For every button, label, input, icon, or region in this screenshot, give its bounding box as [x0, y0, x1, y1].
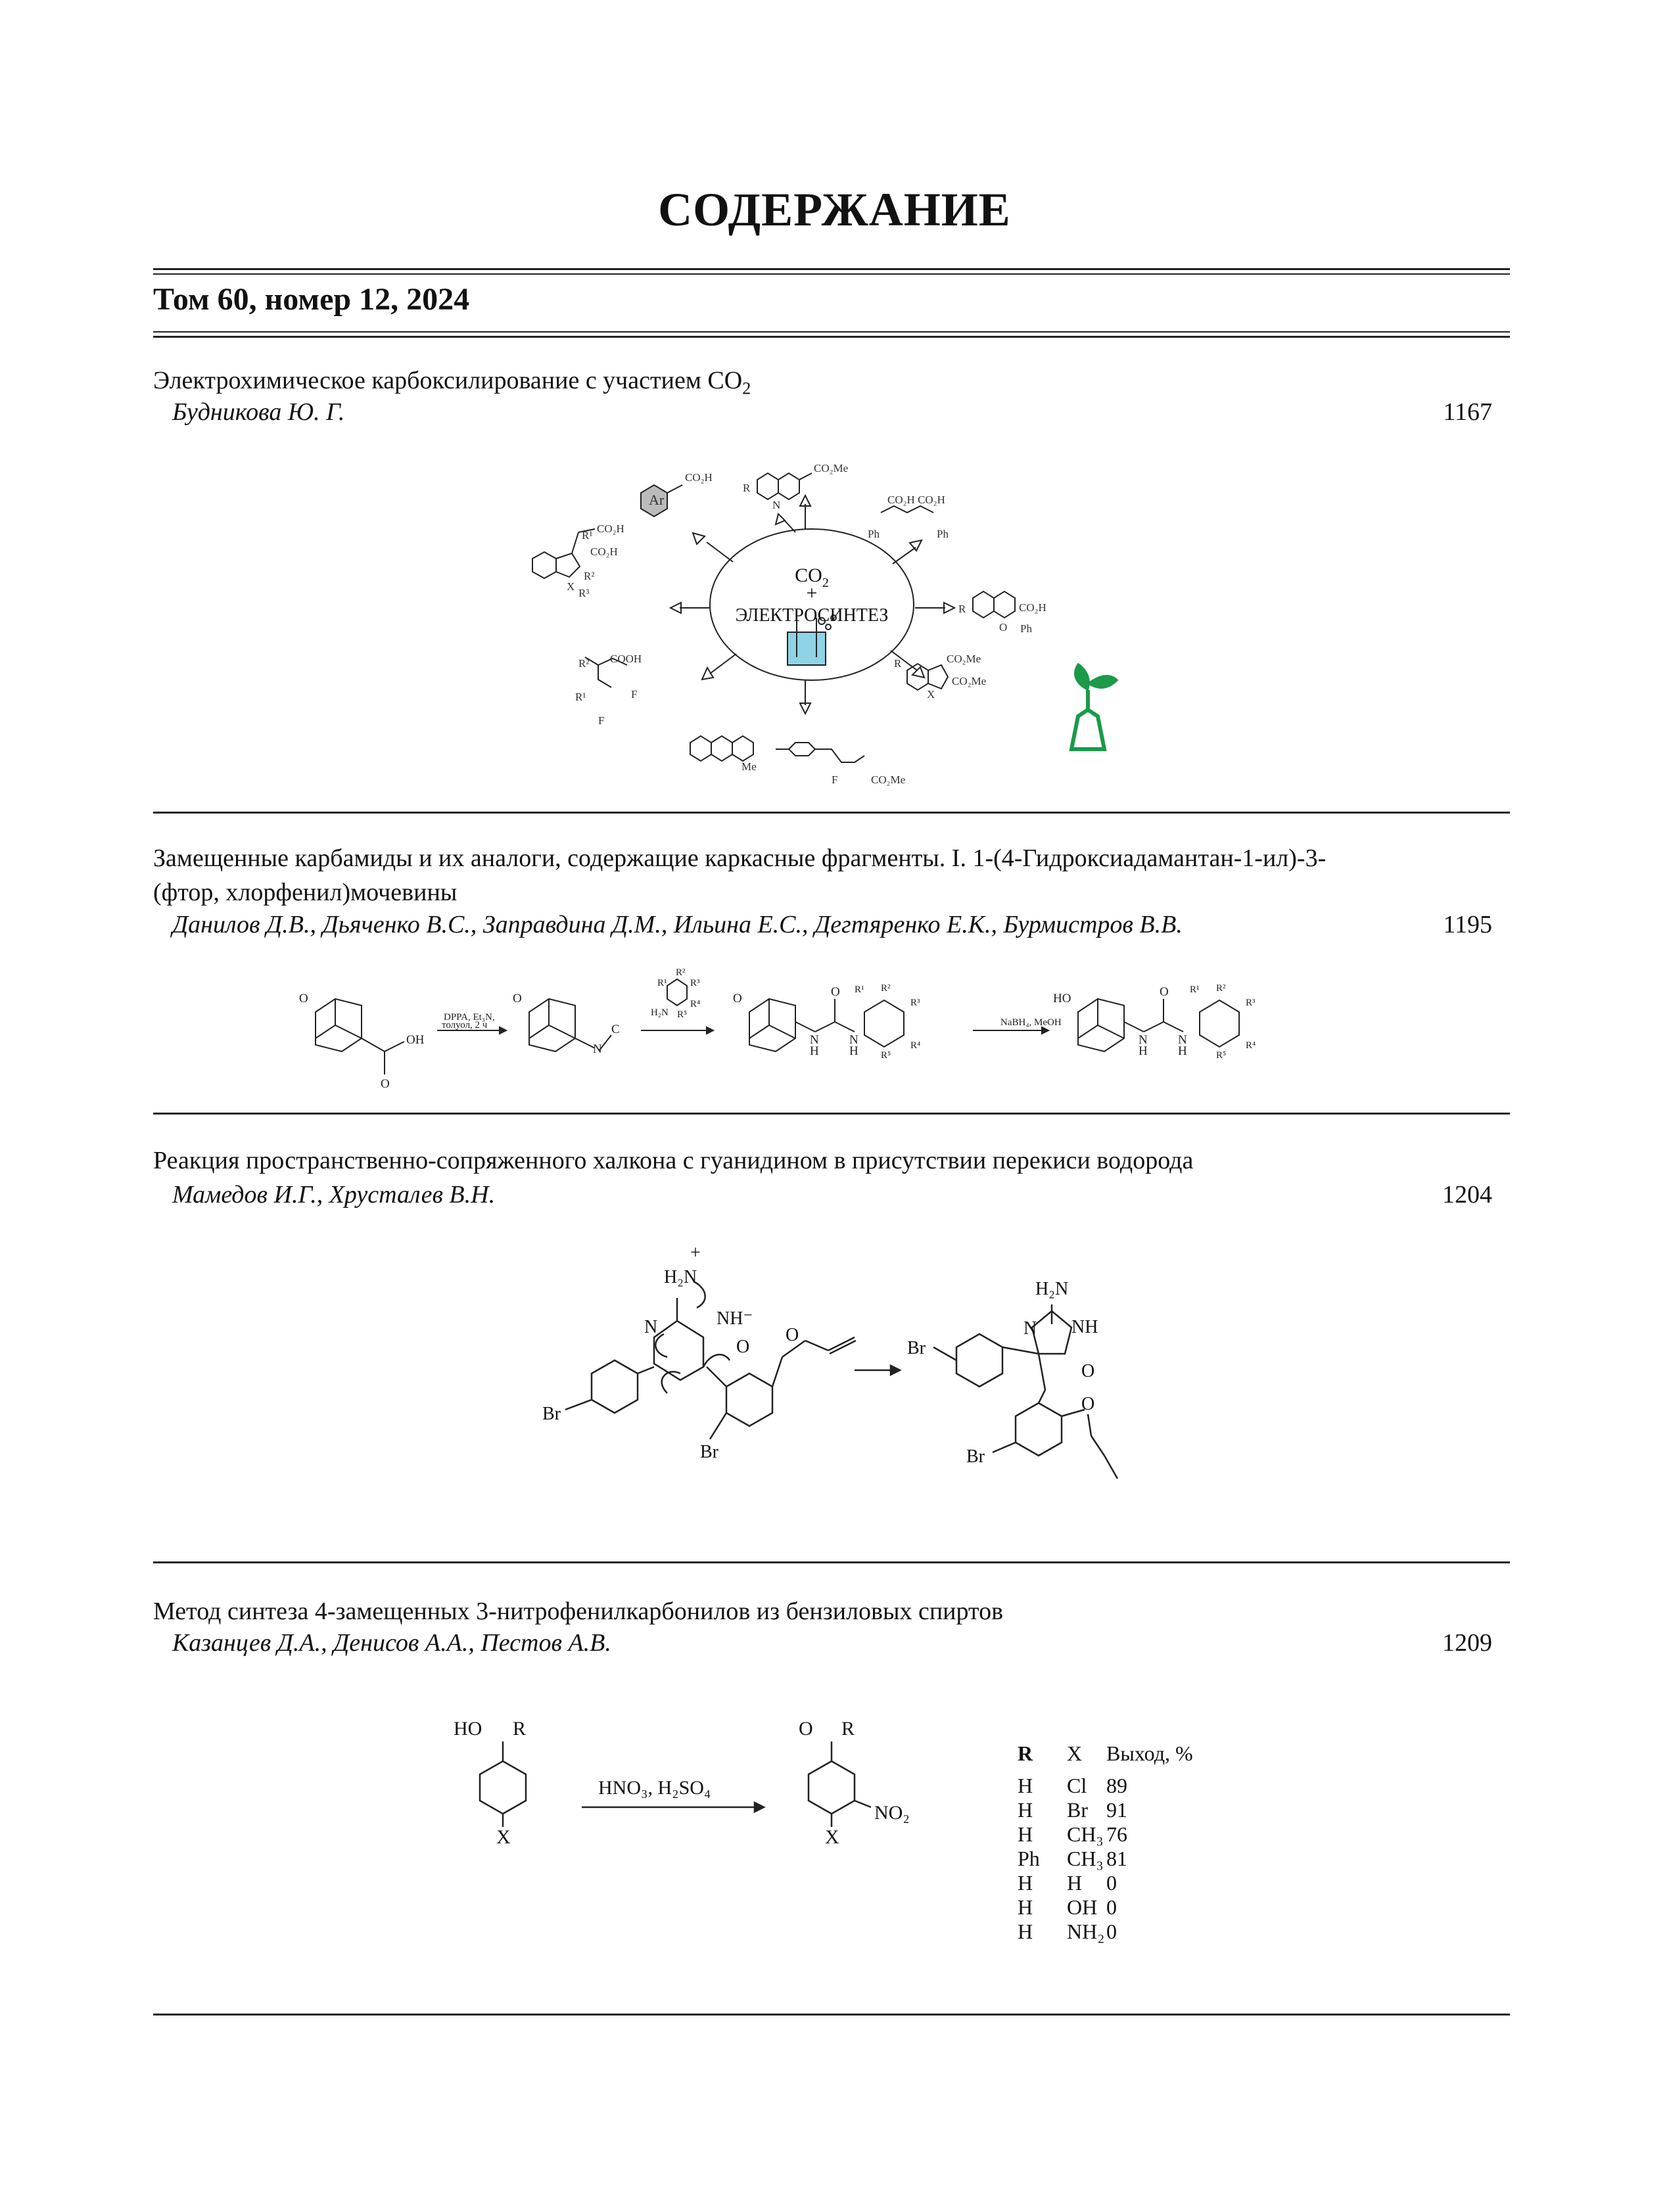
ph-label: Ph — [868, 528, 880, 540]
article-authors: Мамедов И.Г., Хрусталев В.Н. — [172, 1181, 496, 1209]
r-label: R — [743, 482, 751, 494]
r2-label: R² — [584, 570, 595, 582]
ph-label: Ph — [937, 528, 949, 540]
co2me-label: CO₂Me — [952, 675, 987, 687]
x-label: X — [567, 580, 575, 593]
table-row — [1018, 1822, 1211, 1847]
r5-label: R⁵ — [677, 1009, 688, 1020]
n-label: N — [593, 1042, 602, 1056]
cooh-label: COOH — [610, 653, 642, 665]
divider — [153, 331, 1510, 333]
br-label: Br — [700, 1442, 718, 1462]
adamantane-2 — [529, 999, 575, 1051]
arrow-nw — [776, 514, 795, 532]
o-label: O — [1081, 1394, 1095, 1414]
header-r: R — [1018, 1741, 1033, 1765]
table-row — [1018, 1798, 1211, 1822]
table-cell: H — [1018, 1822, 1033, 1846]
n-label: N — [849, 1033, 858, 1047]
h2n-label: H₂N — [664, 1267, 697, 1287]
r-label: R — [958, 603, 966, 615]
table-cell: 89 — [1106, 1774, 1127, 1797]
me-label: Me — [741, 760, 757, 773]
o-label: O — [381, 1077, 390, 1091]
ph-label: Ph — [1020, 622, 1032, 635]
f-label: F — [631, 688, 638, 701]
no2-label: NO₂ — [874, 1802, 910, 1824]
table-cell: NH₂ — [1067, 1920, 1105, 1943]
o-label: O — [733, 992, 742, 1005]
reagent-label: HNO₃, H₂SO₄ — [598, 1777, 711, 1799]
divider — [153, 812, 1510, 814]
co2h-label: CO₂H — [597, 522, 624, 535]
divider — [153, 268, 1510, 270]
article-page-number[interactable]: 1167 — [1443, 398, 1492, 426]
bromophenyl-ring-3 — [956, 1334, 1002, 1387]
article-title[interactable]: Реакция пространственно-сопряженного халкона с гуанидином в присутствии перекиси водорода — [153, 1147, 1194, 1174]
intermediate-ring — [654, 1298, 703, 1380]
r1-label: R¹ — [575, 691, 586, 703]
curved-arrow — [655, 1334, 667, 1357]
table-row — [1018, 1847, 1211, 1871]
r3-label: R³ — [690, 978, 700, 988]
imidazolone-ring — [1032, 1304, 1071, 1354]
h-label: H — [849, 1044, 858, 1058]
article-authors: Будникова Ю. Г. — [172, 398, 345, 426]
article-authors: Данилов Д.В., Дьяченко В.С., Заправдина Д.М., Ильина Е.С., Дегтяренко Е.К., Бурмистров В.В. — [172, 911, 1183, 938]
table-cell: Ph — [1018, 1847, 1040, 1870]
f-label: F — [598, 714, 605, 727]
article-page-number[interactable]: 1195 — [1443, 911, 1492, 938]
h2n-label: H₂N — [651, 1007, 669, 1018]
co2h-label: CO₂H — [685, 471, 713, 484]
r-label: R — [894, 657, 902, 670]
f-label: F — [832, 773, 838, 786]
green-flask-icon — [1071, 690, 1104, 749]
c-label: C — [611, 1023, 620, 1036]
article-authors: Казанцев Д.А., Денисов А.А., Пестов А.В. — [172, 1629, 611, 1657]
benzyl-alcohol-ring — [480, 1761, 526, 1814]
br-label: Br — [542, 1404, 561, 1424]
o-label: O — [299, 992, 308, 1005]
o-label: O — [831, 985, 840, 999]
n-label: N — [772, 499, 781, 511]
r2-label: R² — [1216, 983, 1226, 994]
reagent-label: NaBH₄, MeOH — [1000, 1017, 1062, 1028]
r1-label: R¹ — [657, 978, 667, 988]
table-cell: CH₃ — [1067, 1822, 1104, 1846]
table-cell: 0 — [1106, 1871, 1117, 1895]
arrow-e — [944, 603, 954, 613]
reagent-label: толуол, 2 ч — [442, 1020, 488, 1030]
h-label: H — [1178, 1044, 1187, 1058]
bromophenyl-ring-2 — [726, 1373, 772, 1426]
article-page-number[interactable]: 1204 — [1442, 1181, 1492, 1209]
table-row — [1018, 1920, 1211, 1944]
divider — [153, 336, 1510, 338]
ho-label: HO — [1053, 992, 1071, 1005]
table-row — [1018, 1774, 1211, 1798]
center-plus: + — [806, 582, 818, 604]
center-co2: $CO_2$ — [795, 565, 829, 590]
h-label: H — [810, 1044, 819, 1058]
o-label: O — [1160, 985, 1169, 999]
co2me-label: CO₂Me — [814, 462, 849, 474]
nh-label: NH — [1071, 1317, 1098, 1337]
oh-label: OH — [406, 1033, 425, 1047]
divider — [153, 273, 1510, 275]
n-label: N — [1139, 1033, 1148, 1047]
r3-label: R³ — [1246, 998, 1256, 1008]
page-title: СОДЕРЖАНИЕ — [658, 183, 1011, 236]
arrow-ne — [910, 540, 922, 551]
article-title-line: (фтор, хлорфенил)мочевины — [153, 879, 458, 906]
article-title-line: Замещенные карбамиды и их аналоги, содержащие каркасные фрагменты. I. 1-(4-Гидроксиадамантан-1-ил)-3- — [153, 844, 1327, 872]
table-cell: 0 — [1106, 1920, 1117, 1943]
nitro-aryl-ring — [809, 1761, 855, 1814]
r1-label: R¹ — [855, 984, 864, 995]
r4-label: R⁴ — [1246, 1040, 1256, 1051]
r3-label: R³ — [578, 587, 590, 599]
plus-label: + — [690, 1243, 701, 1263]
aryl-ring-2 — [1200, 1000, 1239, 1047]
r5-label: R⁵ — [881, 1050, 891, 1061]
article-title-subscript: 2 — [742, 379, 751, 398]
ho-label: HO — [454, 1718, 482, 1740]
br-label: Br — [907, 1338, 926, 1358]
diacid-label: CO₂H CO₂H — [887, 494, 945, 506]
co2h-label: CO₂H — [1019, 601, 1046, 614]
table-cell: 91 — [1106, 1798, 1127, 1822]
co2me-label: CO₂Me — [947, 653, 981, 665]
adamantane-1 — [316, 999, 362, 1051]
bromophenyl-ring-4 — [1016, 1403, 1062, 1456]
curved-arrow — [703, 1354, 730, 1367]
br-label: Br — [966, 1446, 985, 1467]
n-label: N — [1178, 1033, 1187, 1047]
r1-label: R¹ — [1190, 984, 1200, 995]
article-title[interactable] — [153, 841, 1442, 910]
header-x: X — [1067, 1741, 1083, 1765]
cell-icon — [787, 632, 826, 665]
o-label: O — [999, 621, 1008, 634]
table-cell: H — [1018, 1798, 1033, 1822]
article-title[interactable] — [153, 363, 1442, 406]
table-cell: Br — [1067, 1798, 1088, 1822]
r4-label: R⁴ — [690, 999, 701, 1009]
chalcone-guanidine-scheme — [526, 1235, 1183, 1525]
co2me-label: CO₂Me — [871, 773, 906, 786]
table-cell: CH₃ — [1067, 1847, 1104, 1870]
aryl-ring-1 — [864, 1000, 904, 1047]
adamantane-3 — [749, 999, 795, 1051]
x-label: X — [825, 1826, 839, 1848]
r3-label: R³ — [910, 998, 920, 1008]
table-cell: OH — [1067, 1895, 1098, 1919]
article-page-number[interactable]: 1209 — [1442, 1629, 1492, 1657]
arrow-sw — [702, 668, 713, 680]
table-cell: 76 — [1106, 1822, 1127, 1846]
table-cell: 0 — [1106, 1895, 1117, 1919]
o-label: O — [513, 992, 522, 1005]
r2-label: R² — [881, 983, 891, 994]
yield-table-body — [1018, 1774, 1211, 1944]
urea-synthesis-scheme — [289, 959, 1407, 1104]
center-label: ЭЛЕКТРОСИНТЕЗ — [735, 605, 889, 626]
table-cell: H — [1018, 1871, 1033, 1895]
table-cell: H — [1018, 1920, 1033, 1943]
o-label: O — [799, 1718, 813, 1740]
r2-label: R² — [578, 657, 590, 670]
r5-label: R⁵ — [1216, 1050, 1227, 1061]
n-label: N — [644, 1317, 658, 1337]
nitration-scheme — [434, 1709, 1025, 1906]
divider — [153, 1561, 1510, 1563]
h2n-label: H₂N — [1035, 1279, 1069, 1299]
electrosynthesis-scheme — [513, 440, 1170, 808]
nh-label: NH⁻ — [717, 1308, 753, 1329]
r1-label: R¹ — [582, 529, 593, 541]
table-row — [1018, 1871, 1211, 1895]
yield-table-header — [1018, 1741, 1211, 1766]
table-row — [1018, 1895, 1211, 1920]
o-label: O — [736, 1337, 750, 1357]
ar-label: Ar — [649, 492, 665, 508]
divider — [153, 2014, 1510, 2016]
table-cell: H — [1067, 1871, 1083, 1895]
n-label: N — [810, 1033, 819, 1047]
table-cell: H — [1018, 1774, 1033, 1797]
divider — [153, 1113, 1510, 1115]
arrow-wnw — [693, 533, 705, 544]
yield-table — [1018, 1741, 1211, 1944]
arrow-w — [670, 603, 681, 613]
reagent-label: DPPA, Et₃N, — [444, 1012, 495, 1023]
r4-label: R⁴ — [910, 1040, 921, 1051]
table-cell: H — [1018, 1895, 1033, 1919]
header-yield: Выход, % — [1106, 1741, 1193, 1765]
issue-heading: Том 60, номер 12, 2024 — [153, 282, 470, 317]
table-cell: Cl — [1067, 1774, 1087, 1797]
r-label: R — [513, 1718, 527, 1740]
h-label: H — [1139, 1044, 1148, 1058]
article-title[interactable]: Метод синтеза 4-замещенных 3-нитрофенилкарбонилов из бензиловых спиртов — [153, 1598, 1004, 1625]
co2h-label: CO₂H — [590, 545, 618, 558]
article-title-text: Электрохимическое карбоксилирование с участием СО — [153, 367, 743, 394]
adamantane-4 — [1078, 999, 1124, 1051]
r-label: R — [841, 1718, 855, 1740]
r2-label: R² — [676, 967, 686, 978]
n-label: N — [1023, 1318, 1037, 1339]
bromophenyl-ring-1 — [592, 1360, 638, 1413]
x-label: X — [927, 688, 935, 701]
x-label: X — [496, 1826, 511, 1848]
table-cell: 81 — [1106, 1847, 1127, 1870]
o-label: O — [786, 1325, 799, 1345]
o-label: O — [1081, 1361, 1095, 1381]
